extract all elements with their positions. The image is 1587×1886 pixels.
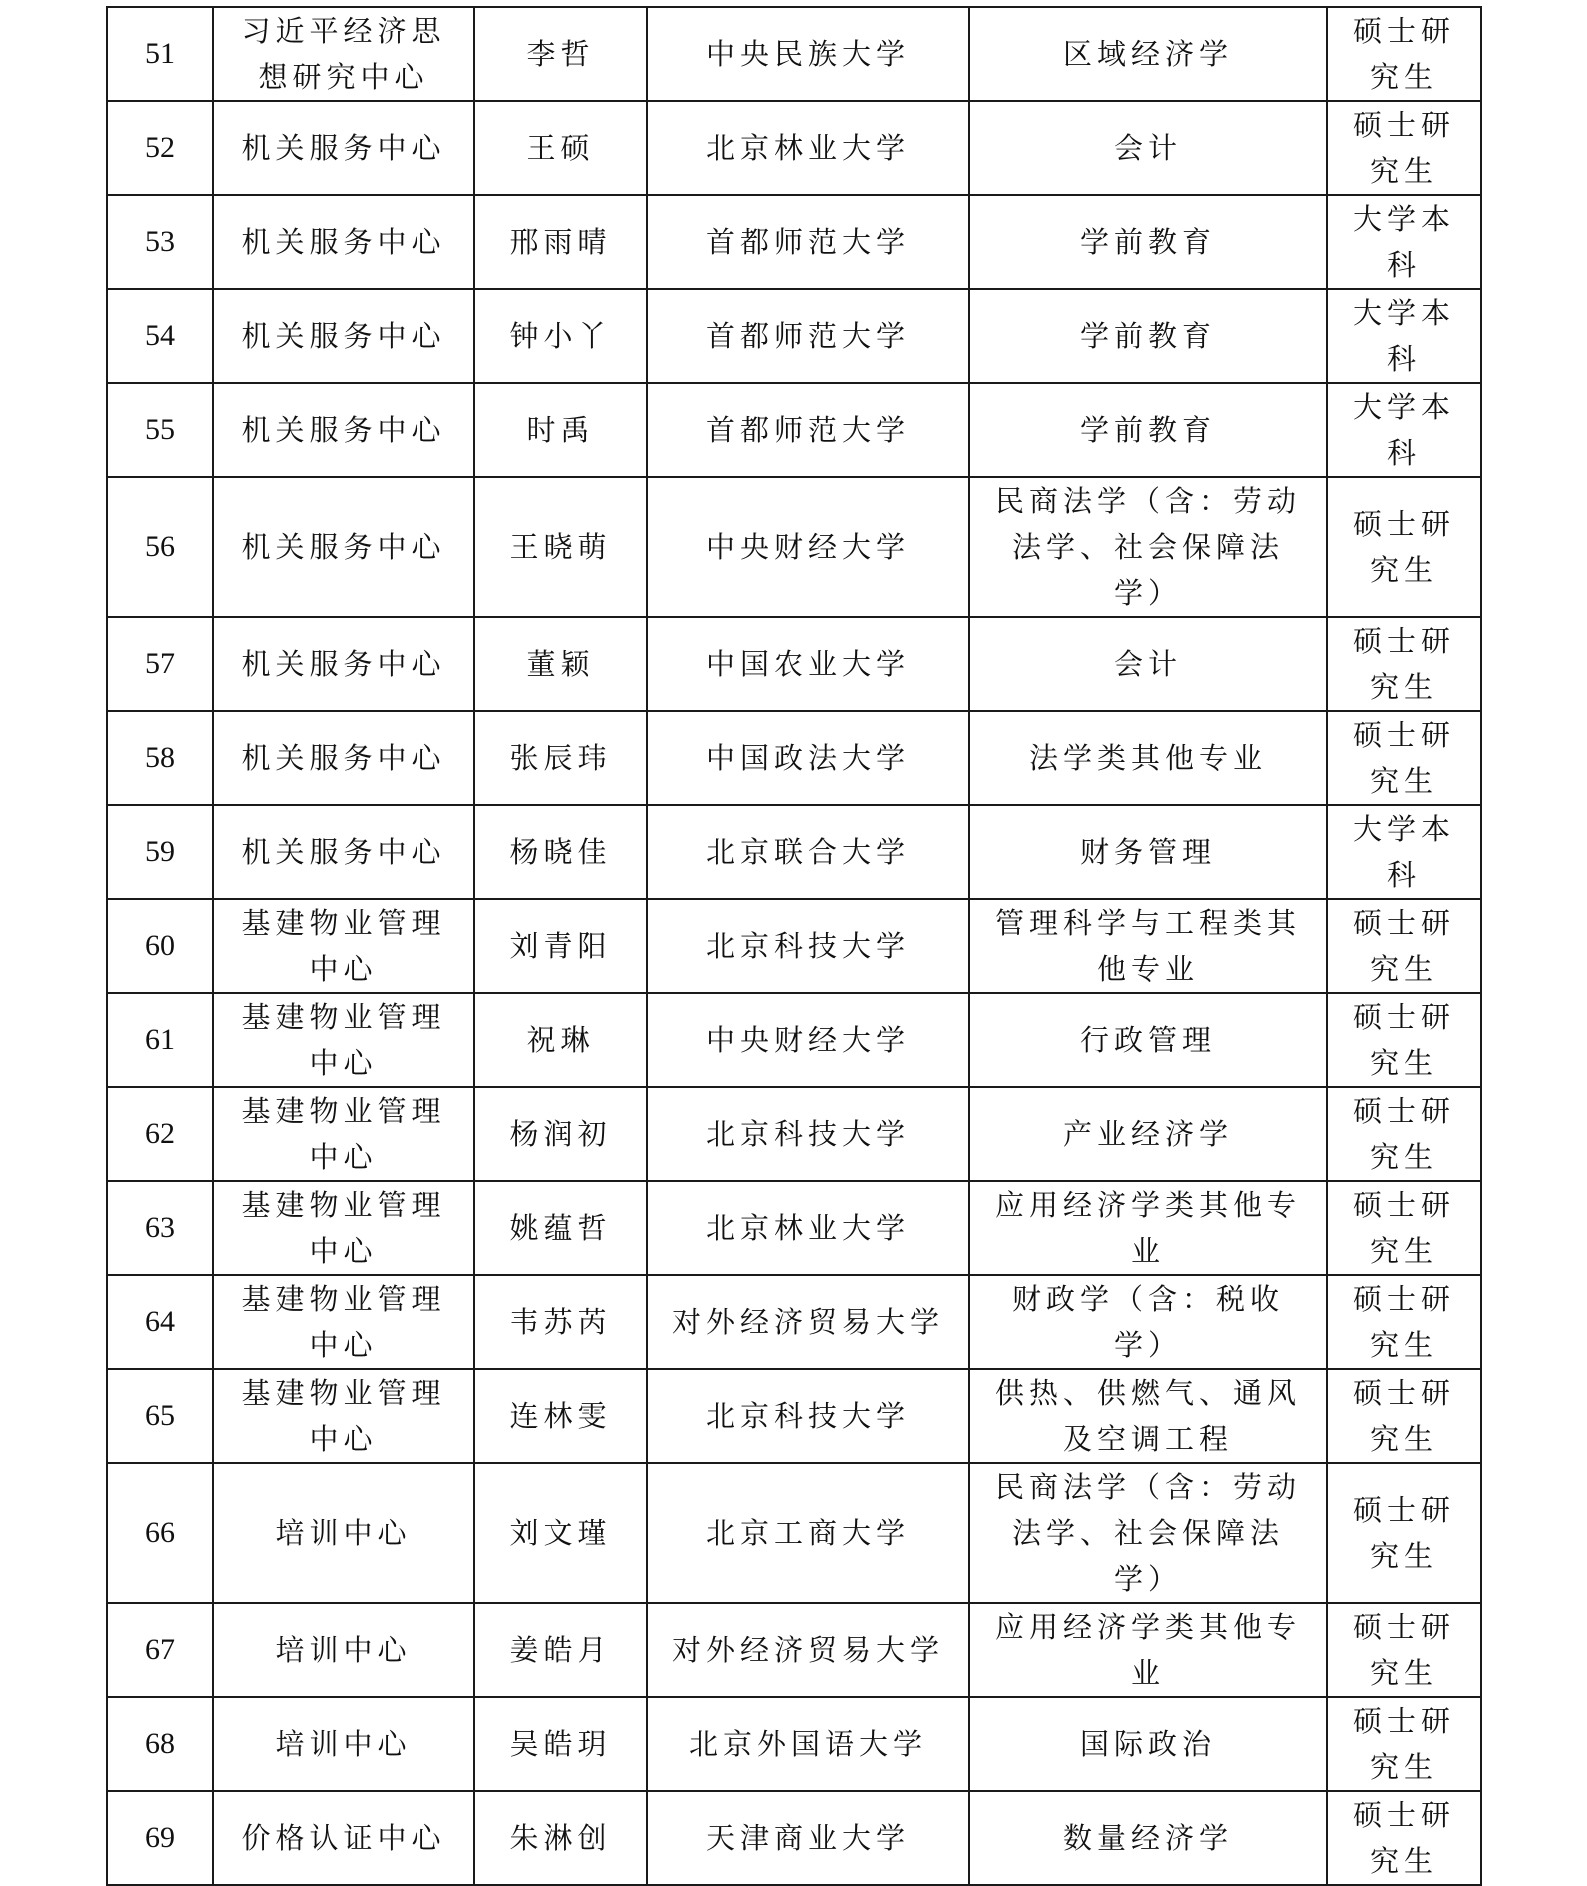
- employer-unit-cell: 机关服务中心: [213, 289, 474, 383]
- candidate-name-cell: 韦苏芮: [474, 1275, 647, 1369]
- employer-unit-cell: 基建物业管理中心: [213, 1369, 474, 1463]
- employer-unit-cell: 机关服务中心: [213, 383, 474, 477]
- table-row: [107, 1697, 1481, 1791]
- employer-unit-cell: 习近平经济思想研究中心: [213, 7, 474, 101]
- row-number-cell: 57: [107, 617, 213, 711]
- employer-unit-cell: 培训中心: [213, 1697, 474, 1791]
- table-row: [107, 805, 1481, 899]
- education-level-cell: 硕士研究生: [1327, 1181, 1481, 1275]
- major-cell: 国际政治: [969, 1697, 1327, 1791]
- employer-unit-cell: 机关服务中心: [213, 711, 474, 805]
- education-level-cell: 硕士研究生: [1327, 1697, 1481, 1791]
- graduate-school-cell: 北京联合大学: [647, 805, 969, 899]
- row-number-cell: 65: [107, 1369, 213, 1463]
- major-cell: 管理科学与工程类其他专业: [969, 899, 1327, 993]
- candidate-name-cell: 姚蕴哲: [474, 1181, 647, 1275]
- major-cell: 区域经济学: [969, 7, 1327, 101]
- candidate-name-cell: 刘文瑾: [474, 1463, 647, 1603]
- table-row: [107, 7, 1481, 101]
- education-level-cell: 硕士研究生: [1327, 1087, 1481, 1181]
- employer-unit-cell: 培训中心: [213, 1603, 474, 1697]
- education-level-cell: 硕士研究生: [1327, 1275, 1481, 1369]
- row-number-cell: 59: [107, 805, 213, 899]
- candidate-name-cell: 姜皓月: [474, 1603, 647, 1697]
- major-cell: 会计: [969, 101, 1327, 195]
- education-level-cell: 大学本科: [1327, 195, 1481, 289]
- table-row: [107, 617, 1481, 711]
- table-row: [107, 1791, 1481, 1885]
- graduate-school-cell: 中国政法大学: [647, 711, 969, 805]
- employer-unit-cell: 价格认证中心: [213, 1791, 474, 1885]
- major-cell: 法学类其他专业: [969, 711, 1327, 805]
- row-number-cell: 61: [107, 993, 213, 1087]
- table-row: [107, 477, 1481, 617]
- education-level-cell: 大学本科: [1327, 805, 1481, 899]
- row-number-cell: 68: [107, 1697, 213, 1791]
- education-level-cell: 硕士研究生: [1327, 101, 1481, 195]
- row-number-cell: 64: [107, 1275, 213, 1369]
- row-number-cell: 69: [107, 1791, 213, 1885]
- candidate-name-cell: 李哲: [474, 7, 647, 101]
- employer-unit-cell: 机关服务中心: [213, 617, 474, 711]
- employer-unit-cell: 基建物业管理中心: [213, 1181, 474, 1275]
- education-level-cell: 硕士研究生: [1327, 1603, 1481, 1697]
- major-cell: 供热、供燃气、通风及空调工程: [969, 1369, 1327, 1463]
- education-level-cell: 硕士研究生: [1327, 477, 1481, 617]
- row-number-cell: 52: [107, 101, 213, 195]
- graduate-school-cell: 北京工商大学: [647, 1463, 969, 1603]
- row-number-cell: 60: [107, 899, 213, 993]
- row-number-cell: 56: [107, 477, 213, 617]
- graduate-school-cell: 北京科技大学: [647, 899, 969, 993]
- table-row: [107, 1369, 1481, 1463]
- row-number-cell: 67: [107, 1603, 213, 1697]
- table-row: [107, 711, 1481, 805]
- roster-table: [106, 6, 1482, 1886]
- candidate-name-cell: 朱淋创: [474, 1791, 647, 1885]
- table-row: [107, 1463, 1481, 1603]
- education-level-cell: 硕士研究生: [1327, 899, 1481, 993]
- education-level-cell: 硕士研究生: [1327, 1463, 1481, 1603]
- education-level-cell: 大学本科: [1327, 383, 1481, 477]
- candidate-name-cell: 连林雯: [474, 1369, 647, 1463]
- graduate-school-cell: 中央财经大学: [647, 993, 969, 1087]
- employer-unit-cell: 培训中心: [213, 1463, 474, 1603]
- graduate-school-cell: 中央财经大学: [647, 477, 969, 617]
- education-level-cell: 硕士研究生: [1327, 7, 1481, 101]
- major-cell: 数量经济学: [969, 1791, 1327, 1885]
- employer-unit-cell: 基建物业管理中心: [213, 1087, 474, 1181]
- graduate-school-cell: 对外经济贸易大学: [647, 1603, 969, 1697]
- roster-table-body: [107, 7, 1481, 1885]
- graduate-school-cell: 首都师范大学: [647, 383, 969, 477]
- education-level-cell: 硕士研究生: [1327, 993, 1481, 1087]
- candidate-name-cell: 董颖: [474, 617, 647, 711]
- candidate-name-cell: 祝琳: [474, 993, 647, 1087]
- graduate-school-cell: 北京林业大学: [647, 101, 969, 195]
- row-number-cell: 58: [107, 711, 213, 805]
- major-cell: 应用经济学类其他专业: [969, 1181, 1327, 1275]
- major-cell: 产业经济学: [969, 1087, 1327, 1181]
- major-cell: 应用经济学类其他专业: [969, 1603, 1327, 1697]
- row-number-cell: 66: [107, 1463, 213, 1603]
- candidate-name-cell: 王晓萌: [474, 477, 647, 617]
- major-cell: 会计: [969, 617, 1327, 711]
- table-row: [107, 993, 1481, 1087]
- candidate-name-cell: 时禹: [474, 383, 647, 477]
- major-cell: 财政学（含：税收学）: [969, 1275, 1327, 1369]
- table-row: [107, 195, 1481, 289]
- row-number-cell: 54: [107, 289, 213, 383]
- employer-unit-cell: 基建物业管理中心: [213, 1275, 474, 1369]
- graduate-school-cell: 北京林业大学: [647, 1181, 969, 1275]
- major-cell: 学前教育: [969, 383, 1327, 477]
- candidate-name-cell: 张辰玮: [474, 711, 647, 805]
- graduate-school-cell: 中国农业大学: [647, 617, 969, 711]
- table-row: [107, 101, 1481, 195]
- candidate-name-cell: 邢雨晴: [474, 195, 647, 289]
- employer-unit-cell: 机关服务中心: [213, 101, 474, 195]
- table-row: [107, 1603, 1481, 1697]
- candidate-name-cell: 钟小丫: [474, 289, 647, 383]
- table-row: [107, 899, 1481, 993]
- graduate-school-cell: 北京外国语大学: [647, 1697, 969, 1791]
- table-row: [107, 1181, 1481, 1275]
- row-number-cell: 55: [107, 383, 213, 477]
- education-level-cell: 硕士研究生: [1327, 711, 1481, 805]
- table-row: [107, 289, 1481, 383]
- education-level-cell: 大学本科: [1327, 289, 1481, 383]
- graduate-school-cell: 中央民族大学: [647, 7, 969, 101]
- major-cell: 财务管理: [969, 805, 1327, 899]
- major-cell: 民商法学（含：劳动法学、社会保障法学）: [969, 1463, 1327, 1603]
- candidate-name-cell: 吴皓玥: [474, 1697, 647, 1791]
- graduate-school-cell: 北京科技大学: [647, 1087, 969, 1181]
- graduate-school-cell: 天津商业大学: [647, 1791, 969, 1885]
- employer-unit-cell: 基建物业管理中心: [213, 993, 474, 1087]
- candidate-name-cell: 刘青阳: [474, 899, 647, 993]
- row-number-cell: 53: [107, 195, 213, 289]
- employer-unit-cell: 机关服务中心: [213, 805, 474, 899]
- graduate-school-cell: 北京科技大学: [647, 1369, 969, 1463]
- education-level-cell: 硕士研究生: [1327, 1369, 1481, 1463]
- graduate-school-cell: 首都师范大学: [647, 289, 969, 383]
- major-cell: 学前教育: [969, 195, 1327, 289]
- row-number-cell: 62: [107, 1087, 213, 1181]
- graduate-school-cell: 首都师范大学: [647, 195, 969, 289]
- major-cell: 民商法学（含：劳动法学、社会保障法学）: [969, 477, 1327, 617]
- row-number-cell: 51: [107, 7, 213, 101]
- education-level-cell: 硕士研究生: [1327, 617, 1481, 711]
- candidate-name-cell: 杨晓佳: [474, 805, 647, 899]
- table-row: [107, 1275, 1481, 1369]
- employer-unit-cell: 基建物业管理中心: [213, 899, 474, 993]
- table-row: [107, 1087, 1481, 1181]
- major-cell: 行政管理: [969, 993, 1327, 1087]
- table-row: [107, 383, 1481, 477]
- employer-unit-cell: 机关服务中心: [213, 195, 474, 289]
- graduate-school-cell: 对外经济贸易大学: [647, 1275, 969, 1369]
- employer-unit-cell: 机关服务中心: [213, 477, 474, 617]
- major-cell: 学前教育: [969, 289, 1327, 383]
- education-level-cell: 硕士研究生: [1327, 1791, 1481, 1885]
- candidate-name-cell: 王硕: [474, 101, 647, 195]
- row-number-cell: 63: [107, 1181, 213, 1275]
- candidate-name-cell: 杨润初: [474, 1087, 647, 1181]
